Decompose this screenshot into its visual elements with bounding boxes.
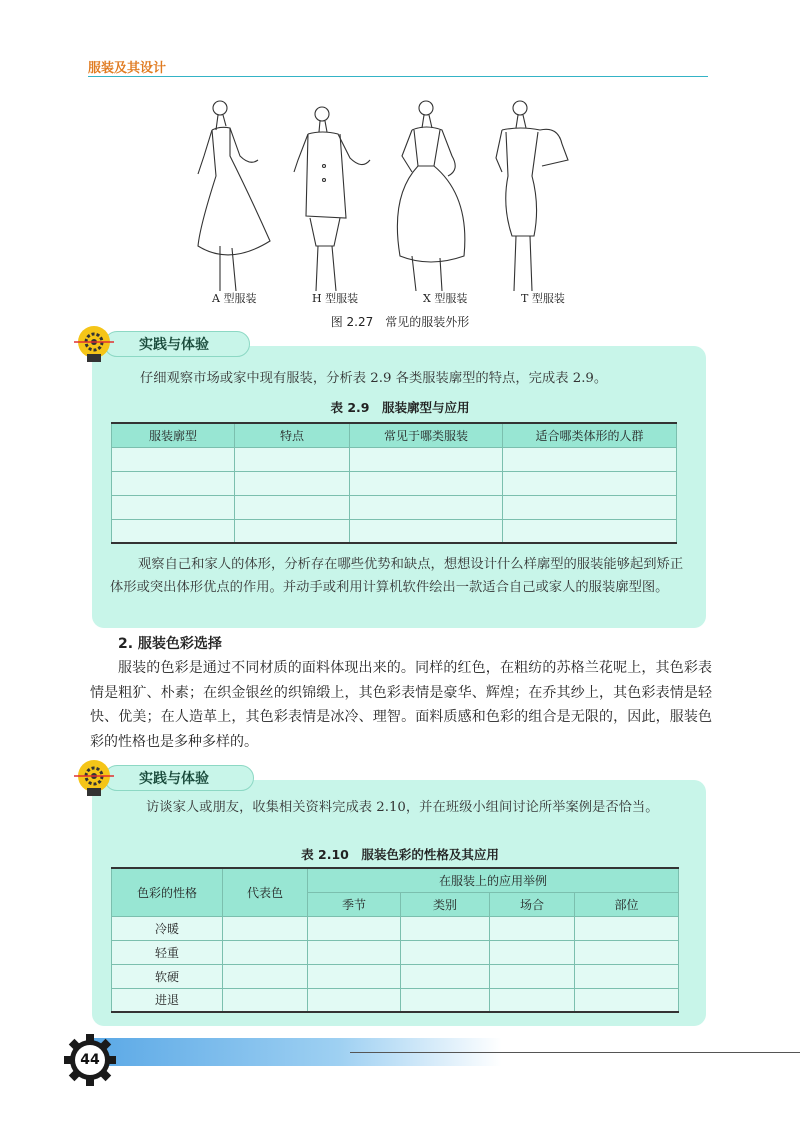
table-cell[interactable]: [308, 964, 401, 988]
figure-label-x: X 型服装: [423, 292, 468, 305]
table-2-9-header: 特点: [235, 423, 350, 447]
table-cell[interactable]: [503, 447, 677, 471]
table-cell[interactable]: [401, 916, 490, 940]
figure-caption: 图 2.27 常见的服装外形: [330, 315, 470, 329]
table-row: [112, 519, 677, 543]
practice-1-outro: 观察自己和家人的体形，分析存在哪些优势和缺点，想想设计什么样廓型的服装能够起到矫正体形或突出体形优点的作用。并动手或利用计算机软件绘出一款适合自己或家人的服装廓型图。: [110, 557, 684, 595]
table-2-10-subheader: 场合: [490, 892, 575, 916]
practice-2-intro: 访谈家人或朋友，收集相关资料完成表 2.10，并在班级小组间讨论所举案例是否恰当。: [146, 800, 659, 815]
table-cell[interactable]: [112, 495, 235, 519]
table-2-10-subheader: 类别: [401, 892, 490, 916]
table-row: [112, 988, 679, 1012]
table-cell[interactable]: [503, 519, 677, 543]
table-cell[interactable]: [350, 519, 503, 543]
table-2-10-header-color: 代表色: [223, 868, 308, 916]
table-cell[interactable]: [490, 988, 575, 1012]
table-cell[interactable]: [503, 471, 677, 495]
practice-tag-2: 实践与体验: [104, 765, 254, 791]
table-cell[interactable]: [235, 495, 350, 519]
table-2-10-caption: 表 2.10 服装色彩的性格及其应用: [301, 847, 499, 862]
table-cell[interactable]: [490, 916, 575, 940]
table-cell[interactable]: [223, 940, 308, 964]
table-cell[interactable]: [575, 988, 679, 1012]
table-2-9-caption: 表 2.9 服装廓型与应用: [330, 400, 470, 415]
table-cell[interactable]: [490, 964, 575, 988]
table-cell[interactable]: [235, 519, 350, 543]
table-2-9-header: 适合哪类体形的人群: [503, 423, 677, 447]
x-line-dress-sketch: [397, 101, 464, 291]
table-cell[interactable]: [112, 447, 235, 471]
table-cell[interactable]: [308, 940, 401, 964]
table-2-10-subheader: 部位: [575, 892, 679, 916]
table-cell[interactable]: [401, 940, 490, 964]
row-label: 软硬: [112, 964, 223, 988]
lightbulb-gear-icon: [72, 756, 116, 800]
table-cell[interactable]: [223, 916, 308, 940]
table-2-9-header: 服装廓型: [112, 423, 235, 447]
table-cell[interactable]: [350, 471, 503, 495]
table-cell[interactable]: [575, 964, 679, 988]
table-cell[interactable]: [235, 447, 350, 471]
table-cell[interactable]: [308, 916, 401, 940]
section-2-body: 服装的色彩是通过不同材质的面料体现出来的。同样的红色，在粗纺的苏格兰花呢上，其色彩表情是粗犷、朴素；在织金银丝的织锦缎上，其色彩表情是豪华、辉煌；在乔其纱上，其色彩表情是轻快、优美；在人造革上，其色彩表情是冰冷、理智。面料质感和色彩的组合是无限的，因此，服装色彩的性格也是多种多样的。: [90, 660, 712, 750]
table-cell[interactable]: [350, 495, 503, 519]
row-label: 进退: [112, 988, 223, 1012]
table-row: [112, 940, 679, 964]
a-line-dress-sketch: [198, 101, 270, 291]
table-cell[interactable]: [490, 940, 575, 964]
table-2-10-subheader: 季节: [308, 892, 401, 916]
table-cell[interactable]: [401, 988, 490, 1012]
table-cell[interactable]: [503, 495, 677, 519]
practice-tag-1: 实践与体验: [104, 331, 250, 357]
table-cell[interactable]: [308, 988, 401, 1012]
row-label: 冷暖: [112, 916, 223, 940]
running-header: 服装及其设计: [88, 61, 167, 76]
table-2-10: [111, 867, 679, 1013]
practice-1-intro: 仔细观察市场或家中现有服装，分析表 2.9 各类服装廓型的特点，完成表 2.9。: [140, 371, 608, 386]
figure-label-a: A 型服装: [212, 292, 257, 305]
lightbulb-gear-icon: [72, 322, 116, 366]
table-cell[interactable]: [112, 519, 235, 543]
table-cell[interactable]: [235, 471, 350, 495]
footer-rule: [350, 1052, 800, 1053]
table-row: [112, 447, 677, 471]
table-cell[interactable]: [223, 988, 308, 1012]
table-cell[interactable]: [350, 447, 503, 471]
figure-label-t: T 型服装: [521, 292, 565, 305]
table-row: [112, 495, 677, 519]
page-number: 44: [80, 1052, 100, 1068]
table-row: [112, 916, 679, 940]
section-heading-color: 2. 服装色彩选择: [118, 636, 222, 652]
garment-silhouettes-figure: [190, 96, 610, 296]
table-cell[interactable]: [575, 916, 679, 940]
t-line-dress-sketch: [496, 101, 568, 291]
h-line-dress-sketch: [294, 107, 370, 291]
table-2-9: [111, 422, 677, 544]
table-row: [112, 964, 679, 988]
table-cell[interactable]: [112, 471, 235, 495]
table-2-10-header-group: 在服装上的应用举例: [308, 868, 679, 892]
table-2-10-header-character: 色彩的性格: [112, 868, 223, 916]
table-cell[interactable]: [401, 964, 490, 988]
table-2-9-header: 常见于哪类服装: [350, 423, 503, 447]
row-label: 轻重: [112, 940, 223, 964]
table-row: [112, 471, 677, 495]
figure-label-h: H 型服装: [312, 292, 359, 305]
table-cell[interactable]: [575, 940, 679, 964]
header-rule: [88, 76, 708, 77]
table-cell[interactable]: [223, 964, 308, 988]
